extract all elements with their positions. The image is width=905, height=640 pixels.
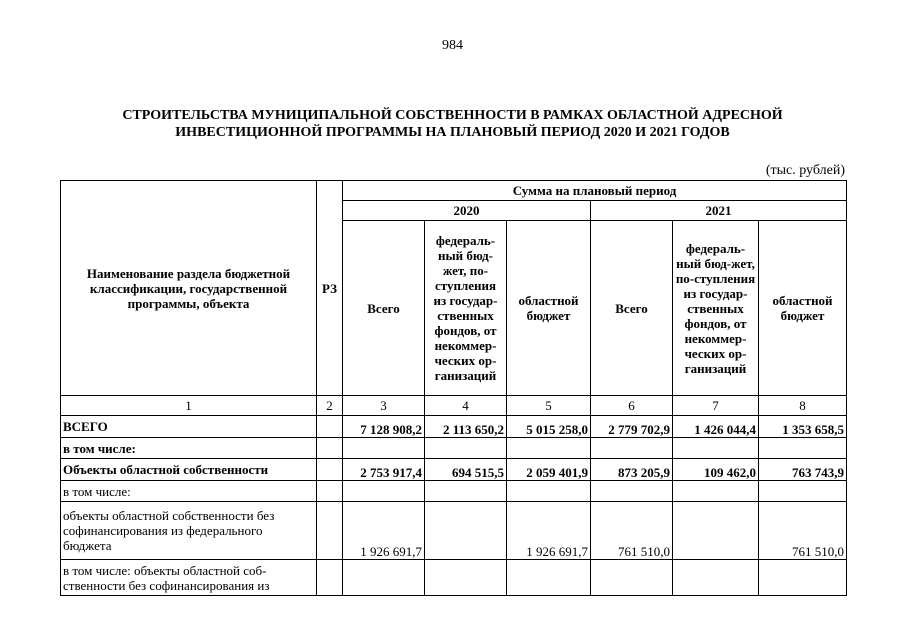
cell-2021-total (591, 481, 673, 502)
cell-2021-total (591, 560, 673, 596)
cell-2021-total: 2 779 702,9 (591, 416, 673, 438)
header-year-2020: 2020 (343, 201, 591, 221)
units-label: (тыс. рублей) (765, 163, 845, 178)
cell-2020-regional (507, 560, 591, 596)
row-rz (317, 416, 343, 438)
column-number: 8 (759, 396, 847, 416)
cell-2021-regional (759, 481, 847, 502)
column-number-row (61, 396, 847, 416)
cell-2021-federal (673, 502, 759, 560)
row-name: объекты областной собственности без софинансирования из федерального бюджета (61, 502, 317, 560)
header-2020-total: Всего (343, 221, 425, 396)
row-rz (317, 502, 343, 560)
header-2021-federal: федераль-ный бюд-жет, по-ступления из государ-ственных фондов, от некоммер-ческих ор-ганизаций (673, 221, 759, 396)
cell-2020-regional: 5 015 258,0 (507, 416, 591, 438)
header-period: Сумма на плановый период (343, 181, 847, 201)
cell-2020-federal (425, 438, 507, 459)
cell-2020-total (343, 481, 425, 502)
cell-2020-federal (425, 481, 507, 502)
header-name-column: Наименование раздела бюджетной классификации, государственной программы, объекта (61, 181, 317, 396)
column-number: 2 (317, 396, 343, 416)
table-row (61, 560, 847, 596)
cell-2021-total: 873 205,9 (591, 459, 673, 481)
page-number: 984 (442, 38, 463, 53)
cell-2020-total (343, 438, 425, 459)
cell-2020-regional: 2 059 401,9 (507, 459, 591, 481)
column-number: 4 (425, 396, 507, 416)
row-rz (317, 560, 343, 596)
row-name: в том числе: (61, 438, 317, 459)
row-name: в том числе: (61, 481, 317, 502)
cell-2021-federal: 109 462,0 (673, 459, 759, 481)
cell-2021-total (591, 438, 673, 459)
cell-2020-federal (425, 560, 507, 596)
table-row (61, 438, 847, 459)
table-row (61, 416, 847, 438)
cell-2021-regional (759, 438, 847, 459)
title-line-1: СТРОИТЕЛЬСТВА МУНИЦИПАЛЬНОЙ СОБСТВЕННОСТИ В РАМКАХ ОБЛАСТНОЙ АДРЕСНОЙ (122, 108, 783, 123)
cell-2020-federal (425, 502, 507, 560)
row-rz (317, 459, 343, 481)
column-number: 3 (343, 396, 425, 416)
header-2021-total: Всего (591, 221, 673, 396)
document-title (60, 107, 845, 141)
header-2020-federal: федераль-ный бюд-жет, по-ступления из государ-ственных фондов, от некоммер-ческих ор-ганизаций (425, 221, 507, 396)
cell-2021-regional: 1 353 658,5 (759, 416, 847, 438)
cell-2020-regional (507, 438, 591, 459)
cell-2021-regional: 761 510,0 (759, 502, 847, 560)
column-number: 5 (507, 396, 591, 416)
table-row (61, 502, 847, 560)
budget-table (60, 180, 847, 596)
cell-2021-federal (673, 560, 759, 596)
cell-2021-regional: 763 743,9 (759, 459, 847, 481)
cell-2020-total (343, 560, 425, 596)
cell-2020-total: 7 128 908,2 (343, 416, 425, 438)
row-name: ВСЕГО (61, 416, 317, 438)
cell-2020-total: 2 753 917,4 (343, 459, 425, 481)
row-rz (317, 481, 343, 502)
cell-2021-federal (673, 438, 759, 459)
cell-2020-regional (507, 481, 591, 502)
header-row-period (61, 181, 847, 201)
cell-2021-federal (673, 481, 759, 502)
column-number: 7 (673, 396, 759, 416)
row-name: в том числе: объекты областной соб-ственности без софинансирования из (61, 560, 317, 596)
header-year-2021: 2021 (591, 201, 847, 221)
cell-2020-federal: 2 113 650,2 (425, 416, 507, 438)
cell-2020-federal: 694 515,5 (425, 459, 507, 481)
row-rz (317, 438, 343, 459)
cell-2020-regional: 1 926 691,7 (507, 502, 591, 560)
title-line-2: ИНВЕСТИЦИОННОЙ ПРОГРАММЫ НА ПЛАНОВЫЙ ПЕРИОД 2020 И 2021 ГОДОВ (175, 125, 730, 140)
table-row (61, 481, 847, 502)
row-name: Объекты областной собственности (61, 459, 317, 481)
cell-2021-regional (759, 560, 847, 596)
cell-2020-total: 1 926 691,7 (343, 502, 425, 560)
column-number: 6 (591, 396, 673, 416)
column-number: 1 (61, 396, 317, 416)
table-row (61, 459, 847, 481)
header-2020-regional: областной бюджет (507, 221, 591, 396)
cell-2021-total: 761 510,0 (591, 502, 673, 560)
header-2021-regional: областной бюджет (759, 221, 847, 396)
header-rz-column: РЗ (317, 181, 343, 396)
cell-2021-federal: 1 426 044,4 (673, 416, 759, 438)
